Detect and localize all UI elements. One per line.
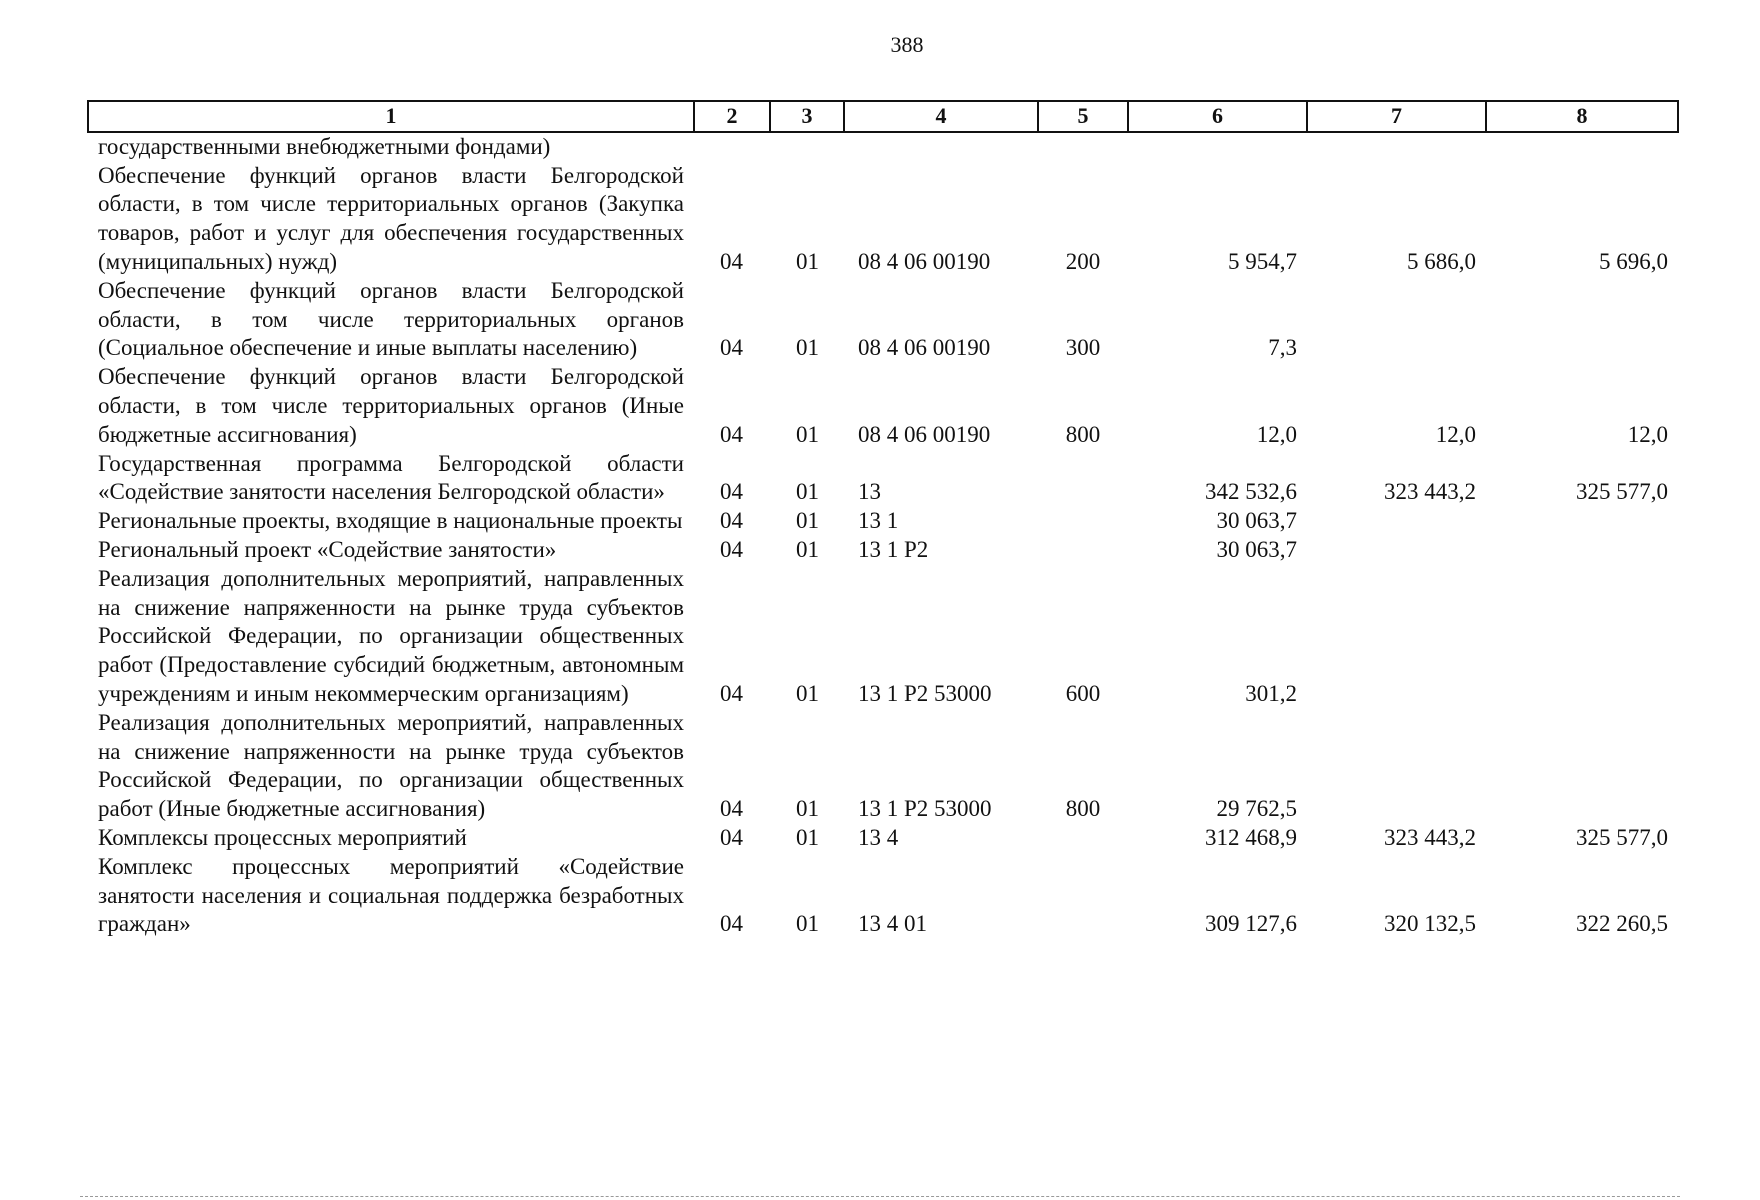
cell-amount-2 xyxy=(1307,277,1486,363)
cell-amount-1: 342 532,6 xyxy=(1205,479,1297,505)
cell-target-article: 08 4 06 00190 xyxy=(858,421,991,447)
cell-amount-1: 30 063,7 xyxy=(1216,536,1297,562)
cell-expense-type xyxy=(1038,507,1128,536)
cell-section: 04 xyxy=(720,680,743,706)
cell-subsection: 01 xyxy=(796,911,819,937)
cell-subsection: 01 xyxy=(796,421,819,447)
cell-amount-1: 309 127,6 xyxy=(1205,911,1297,937)
cell-expense-type xyxy=(1038,824,1128,853)
cell-target-article: 13 4 xyxy=(858,824,899,850)
cell-name: Региональные проекты, входящие в национальные проекты xyxy=(98,508,683,534)
header-col-3: 3 xyxy=(770,101,844,132)
cell-section: 04 xyxy=(720,421,743,447)
cell-expense-type xyxy=(1038,132,1128,162)
cell-section: 04 xyxy=(720,479,743,505)
cell-target-article: 08 4 06 00190 xyxy=(858,248,991,274)
table-row xyxy=(88,162,1678,277)
cell-subsection: 01 xyxy=(796,796,819,822)
cell-subsection: 01 xyxy=(796,335,819,361)
cell-target-article: 13 4 01 xyxy=(858,911,927,937)
cell-amount-3 xyxy=(1486,709,1678,824)
cell-expense-type xyxy=(1038,536,1128,565)
table-row xyxy=(88,363,1678,449)
cell-target-article: 08 4 06 00190 xyxy=(858,335,991,361)
cell-name: Обеспечение функций органов власти Белгородской области, в том числе территориальных органов (Иные бюджетные ассигнования) xyxy=(98,364,684,447)
cell-amount-2 xyxy=(1307,536,1486,565)
cell-subsection: 01 xyxy=(796,248,819,274)
cell-amount-3: 325 577,0 xyxy=(1576,824,1668,850)
cell-subsection: 01 xyxy=(796,508,819,534)
cell-name: Реализация дополнительных мероприятий, направленных на снижение напряженности на рынке труда субъектов Российской Федерации, по организации общественных работ (Иные бюджетные ассигнования) xyxy=(98,709,684,822)
table-row xyxy=(88,536,1678,565)
table-row xyxy=(88,507,1678,536)
header-col-8: 8 xyxy=(1486,101,1678,132)
cell-amount-2 xyxy=(1307,565,1486,709)
cell-amount-1: 312 468,9 xyxy=(1205,824,1297,850)
cell-target-article: 13 1 xyxy=(858,508,899,534)
cell-section: 04 xyxy=(720,796,743,822)
cell-amount-2: 323 443,2 xyxy=(1384,479,1476,505)
cell-subsection xyxy=(770,132,844,162)
cell-amount-3 xyxy=(1486,507,1678,536)
cell-amount-3: 325 577,0 xyxy=(1576,479,1668,505)
table-row xyxy=(88,132,1678,162)
cell-amount-2: 12,0 xyxy=(1435,421,1476,447)
cell-amount-1: 5 954,7 xyxy=(1228,248,1297,274)
cell-amount-3 xyxy=(1486,132,1678,162)
cell-name: государственными внебюджетными фондами) xyxy=(98,133,551,159)
cell-name: Обеспечение функций органов власти Белгородской области, в том числе территориальных органов (Закупка товаров, работ и услуг для обеспечения государственных (муниципальных) нужд) xyxy=(98,162,684,274)
cell-amount-3: 322 260,5 xyxy=(1576,911,1668,937)
cell-section: 04 xyxy=(720,824,743,850)
cell-name: Региональный проект «Содействие занятости» xyxy=(98,536,557,562)
cell-name: Государственная программа Белгородской области «Содействие занятости населения Белгородской области» xyxy=(98,450,684,505)
cell-expense-type: 200 xyxy=(1065,248,1101,274)
cell-amount-1: 12,0 xyxy=(1256,421,1297,447)
header-col-1: 1 xyxy=(88,101,694,132)
header-col-7: 7 xyxy=(1307,101,1486,132)
cell-target-article xyxy=(844,132,1038,162)
page-number: 388 xyxy=(890,32,924,57)
cell-amount-1: 7,3 xyxy=(1268,335,1297,361)
header-row xyxy=(88,101,1678,132)
cell-expense-type: 800 xyxy=(1065,796,1101,822)
cell-amount-2: 320 132,5 xyxy=(1384,911,1476,937)
cell-name: Комплекс процессных мероприятий «Содействие занятости населения и социальная поддержка безработных граждан» xyxy=(98,853,684,937)
cell-subsection: 01 xyxy=(796,680,819,706)
cell-section: 04 xyxy=(720,536,743,562)
cell-subsection: 01 xyxy=(796,479,819,505)
cell-amount-3 xyxy=(1486,565,1678,709)
cell-name: Обеспечение функций органов власти Белгородской области, в том числе территориальных органов (Социальное обеспечение и иные выплаты населению) xyxy=(98,277,684,361)
cell-subsection: 01 xyxy=(796,824,819,850)
cell-subsection: 01 xyxy=(796,536,819,562)
cell-amount-2 xyxy=(1307,507,1486,536)
cell-amount-3: 12,0 xyxy=(1627,421,1668,447)
cell-name: Реализация дополнительных мероприятий, направленных на снижение напряженности на рынке труда субъектов Российской Федерации, по организации общественных работ (Предоставление субсидий бюджетным, автономным учреждениям и иным некоммерческим организациям) xyxy=(98,565,684,706)
table-row xyxy=(88,277,1678,363)
table-row xyxy=(88,824,1678,853)
budget-table xyxy=(87,100,1679,939)
table-row xyxy=(88,450,1678,508)
cell-amount-2: 323 443,2 xyxy=(1384,824,1476,850)
cell-section: 04 xyxy=(720,335,743,361)
cell-target-article: 13 1 Р2 xyxy=(858,536,929,562)
cell-section xyxy=(694,132,770,162)
cell-amount-3 xyxy=(1486,536,1678,565)
cell-amount-1: 30 063,7 xyxy=(1216,508,1297,534)
cell-expense-type: 300 xyxy=(1065,335,1101,361)
table-body xyxy=(88,132,1678,939)
cell-expense-type xyxy=(1038,853,1128,939)
cell-amount-1: 29 762,5 xyxy=(1216,796,1297,822)
cell-target-article: 13 1 Р2 53000 xyxy=(858,680,992,706)
cell-expense-type: 800 xyxy=(1065,421,1101,447)
header-col-2: 2 xyxy=(694,101,770,132)
cell-amount-3 xyxy=(1486,277,1678,363)
table-row xyxy=(88,709,1678,824)
cell-amount-1: 301,2 xyxy=(1245,680,1297,706)
cell-amount-1 xyxy=(1128,132,1307,162)
header-col-6: 6 xyxy=(1128,101,1307,132)
table-row xyxy=(88,853,1678,939)
cell-amount-2 xyxy=(1307,709,1486,824)
cell-amount-3: 5 696,0 xyxy=(1599,248,1668,274)
table-row xyxy=(88,565,1678,709)
cell-target-article: 13 1 Р2 53000 xyxy=(858,796,992,822)
cell-amount-2 xyxy=(1307,132,1486,162)
cell-section: 04 xyxy=(720,248,743,274)
page-bottom-rule xyxy=(80,1196,1680,1197)
cell-section: 04 xyxy=(720,911,743,937)
header-col-4: 4 xyxy=(844,101,1038,132)
cell-expense-type: 600 xyxy=(1065,680,1101,706)
cell-section: 04 xyxy=(720,508,743,534)
cell-target-article: 13 xyxy=(858,479,881,505)
cell-expense-type xyxy=(1038,450,1128,508)
cell-name: Комплексы процессных мероприятий xyxy=(98,824,467,850)
table-header xyxy=(88,101,1678,132)
cell-amount-2: 5 686,0 xyxy=(1407,248,1476,274)
header-col-5: 5 xyxy=(1038,101,1128,132)
